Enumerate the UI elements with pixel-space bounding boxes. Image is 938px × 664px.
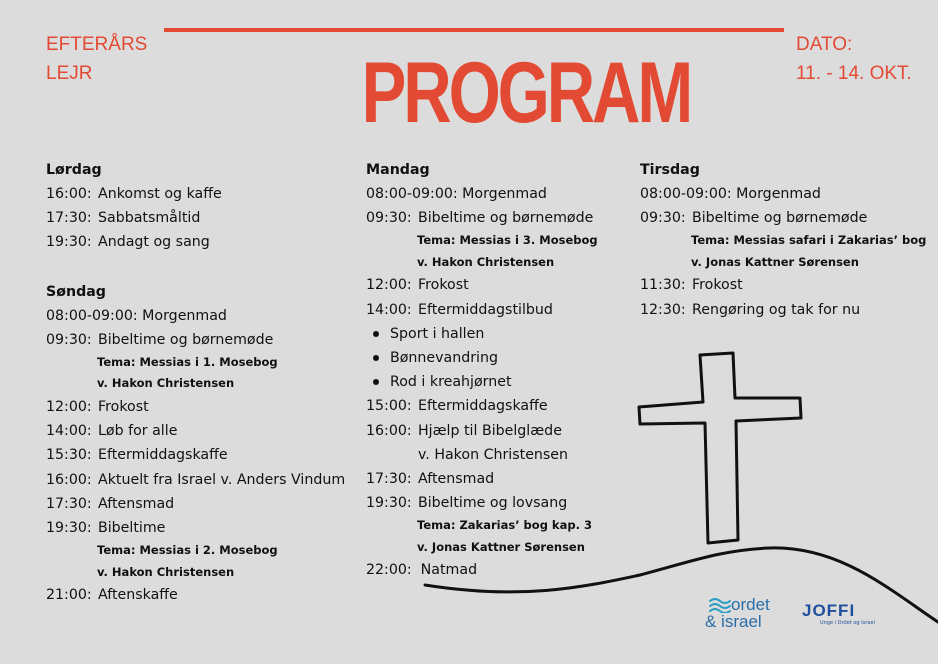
page-title: PROGRAM xyxy=(361,45,691,141)
row-time: 15:00: xyxy=(366,398,412,415)
row-text: Aktuelt fra Israel v. Anders Vindum xyxy=(98,471,346,488)
bullet-icon xyxy=(373,379,379,385)
bullet-icon xyxy=(373,355,379,361)
row-text: Bibeltime og børnemøde xyxy=(98,331,274,348)
row-speaker: v. Hakon Christensen xyxy=(97,376,235,391)
row-speaker: v. Jonas Kattner Sørensen xyxy=(691,254,859,269)
joffi-logo xyxy=(802,602,875,627)
ordet-israel-logo xyxy=(705,596,770,630)
row-text: Frokost xyxy=(692,277,743,294)
schedule-row xyxy=(366,273,626,297)
schedule-row xyxy=(640,182,930,206)
row-time: 17:30: xyxy=(46,495,92,512)
row-time: 14:00: xyxy=(366,301,412,318)
row-text: Rengøring og tak for nu xyxy=(692,301,861,318)
date-label-line1: DATO: xyxy=(796,34,853,55)
row-text: Eftermiddagskaffe xyxy=(98,447,228,464)
schedule-row xyxy=(46,468,346,492)
row-time: 09:30: xyxy=(366,210,412,227)
schedule-row xyxy=(366,394,626,418)
row-time: 17:30: xyxy=(46,210,92,227)
schedule-row xyxy=(366,491,626,515)
row-text: 08:00-09:00: Morgenmad xyxy=(366,186,547,202)
spacer xyxy=(46,255,346,280)
schedule-row xyxy=(640,206,930,230)
row-time: 11:30: xyxy=(640,277,686,294)
row-speaker: v. Jonas Kattner Sørensen xyxy=(417,539,585,554)
row-continuation: v. Hakon Christensen xyxy=(418,446,569,463)
day-heading-tuesday: Tirsdag xyxy=(640,162,700,178)
column-saturday-sunday xyxy=(46,158,346,607)
list-item-text: Rod i kreahjørnet xyxy=(390,374,512,391)
row-time: 17:30: xyxy=(366,470,412,487)
ordet-israel-logo-line1: ordet xyxy=(731,595,770,614)
schedule-row xyxy=(46,419,346,443)
row-time: 12:00: xyxy=(46,398,92,415)
row-time: 16:00: xyxy=(366,422,412,439)
row-theme: Tema: Messias i 3. Mosebog xyxy=(417,233,598,248)
row-theme: Tema: Messias i 2. Mosebog xyxy=(97,543,278,558)
joffi-logo-tagline: Unge i Ordet og Israel xyxy=(820,620,875,626)
bullet-icon xyxy=(373,331,379,337)
row-text: Eftermiddagstilbud xyxy=(418,301,553,318)
row-text: Bibeltime og lovsang xyxy=(418,495,568,512)
row-text: Eftermiddagskaffe xyxy=(418,398,548,415)
row-time: 19:30: xyxy=(46,234,92,251)
schedule-row xyxy=(366,206,626,230)
list-item-text: Sport i hallen xyxy=(390,325,485,342)
row-text: 08:00-09:00: Morgenmad xyxy=(46,307,227,324)
schedule-row xyxy=(46,304,346,328)
schedule-row xyxy=(366,467,626,491)
schedule-row xyxy=(366,419,626,443)
day-heading-monday: Mandag xyxy=(366,162,430,178)
list-item xyxy=(366,370,626,394)
row-text: 22:00: Natmad xyxy=(366,562,478,579)
waves-icon xyxy=(708,597,732,613)
schedule-row xyxy=(46,206,346,230)
column-monday xyxy=(366,158,626,582)
row-theme: Tema: Messias i 1. Mosebog xyxy=(97,354,278,369)
row-time: 12:30: xyxy=(640,301,686,318)
list-item xyxy=(366,322,626,346)
event-label-line2: LEJR xyxy=(46,63,93,84)
schedule-row xyxy=(46,182,346,206)
schedule-row xyxy=(46,492,346,516)
row-text: Løb for alle xyxy=(98,423,178,440)
schedule-row xyxy=(640,298,930,322)
ordet-israel-logo-line2: & israel xyxy=(705,612,762,631)
row-text: Andagt og sang xyxy=(98,234,210,251)
row-time: 15:30: xyxy=(46,447,92,464)
schedule-row xyxy=(46,328,346,352)
row-time: 19:30: xyxy=(366,495,412,512)
row-time: 09:30: xyxy=(640,210,686,227)
row-text: Bibeltime og børnemøde xyxy=(692,210,868,227)
row-time: 16:00: xyxy=(46,471,92,488)
row-text: 08:00-09:00: Morgenmad xyxy=(640,186,821,202)
list-item xyxy=(366,346,626,370)
row-theme: Tema: Zakarias’ bog kap. 3 xyxy=(417,518,592,533)
schedule-row xyxy=(46,395,346,419)
row-text: Aftensmad xyxy=(98,495,175,512)
day-heading-saturday: Lørdag xyxy=(46,162,102,178)
schedule-row xyxy=(640,273,930,297)
row-text: Sabbatsmåltid xyxy=(98,210,201,227)
row-time: 16:00: xyxy=(46,186,92,202)
schedule-row xyxy=(366,558,626,582)
row-time: 14:00: xyxy=(46,423,92,440)
schedule-row xyxy=(366,182,626,206)
row-text: Frokost xyxy=(418,277,469,294)
row-time: 21:00: xyxy=(46,587,92,604)
row-text: Frokost xyxy=(98,398,149,415)
row-text: Bibeltime og børnemøde xyxy=(418,210,594,227)
row-text: Aftensmad xyxy=(418,470,495,487)
joffi-logo-wordmark: JOFFI xyxy=(802,601,856,620)
row-time: 12:00: xyxy=(366,277,412,294)
row-time: 09:30: xyxy=(46,331,92,348)
row-text: Aftenskaffe xyxy=(98,587,178,604)
row-theme: Tema: Messias safari i Zakarias’ bog xyxy=(691,233,927,248)
row-time: 19:30: xyxy=(46,519,92,536)
row-text: Hjælp til Bibelglæde xyxy=(418,422,562,439)
date-label-line2: 11. - 14. OKT. xyxy=(796,63,912,84)
event-label-line1: EFTERÅRS xyxy=(46,34,148,55)
list-item-text: Bønnevandring xyxy=(390,349,498,366)
schedule-row xyxy=(46,230,346,254)
row-speaker: v. Hakon Christensen xyxy=(97,564,235,579)
row-text: Bibeltime xyxy=(98,519,166,536)
schedule-row xyxy=(366,298,626,322)
schedule-row xyxy=(46,583,346,607)
row-text: Ankomst og kaffe xyxy=(98,186,222,202)
column-tuesday xyxy=(640,158,930,322)
schedule-row xyxy=(46,443,346,467)
row-speaker: v. Hakon Christensen xyxy=(417,254,555,269)
day-heading-sunday: Søndag xyxy=(46,283,106,300)
schedule-row xyxy=(46,516,346,540)
